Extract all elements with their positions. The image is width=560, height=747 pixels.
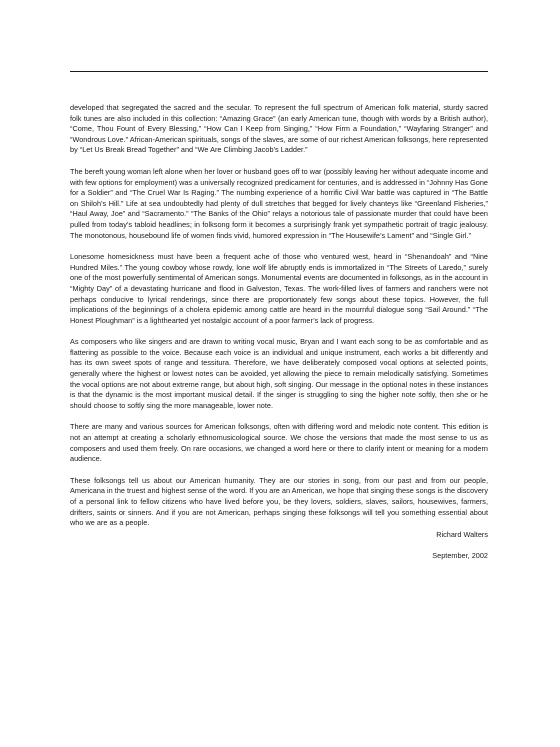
signature-date: September, 2002 (432, 551, 488, 561)
paragraph-sources: There are many and various sources for American folksongs, often with differing word and melodic note content. This edition is not an attempt at creating a scholarly ethnomusicological source. We chose the versions that made the most sense to us as composers and used them freely. On rare occasions, we changed a word here or there to clarify intent or meaning for a modern audience. (70, 422, 488, 464)
paragraph-humanity: These folksongs tell us about our American humanity. They are our stories in song, from our past and from our people, Americana in the truest and highest sense of the word. If you are an American, we hope that singing these songs is the discovery of a personal link to fellow citizens who have lived before you, be they lovers, soldiers, slaves, sailors, housewives, farmers, drifters, saints or sinners. And if you are not American, perhaps singing these folksongs will tell you something essential about who we are as a people. (70, 475, 488, 528)
paragraph-sacred-folk: developed that segregated the sacred and the secular. To represent the full spectrum of American folk material, sturdy sacred folk tunes are also included in this collection: “Amazing Grace” (an early American tune, though with words by a British author), “Come, Thou Fount of Every Blessing,” “How Can I Keep from Singing,” “How Firm a Foundation,” “Wayfaring Stranger” and “Wondrous Love.” African-American spirituals, songs of the slaves, are some of our richest American folksongs, here represented by “Let Us Break Bread Together” and “We Are Climbing Jacob’s Ladder.” (70, 103, 488, 155)
signature-name: Richard Walters (436, 529, 488, 539)
paragraph-vocal-options: As composers who like singers and are drawn to writing vocal music, Bryan and I want each song to be as comfortable and as flattering as possible to the voice. Because each voice is an individual and unique instrument, each works a bit differently and has its own sweet spots of range and tessitura. Therefore, we have deliberately composed vocal options at selected points, generally where the highest or lowest notes can be avoided, yet allowing the piece to remain melodically satisfying. Sometimes the vocal options are not about extreme range, but about high, soft singing. Our message in the optional notes in these instances is that the dynamic is the most important musical detail. If the singer is struggling to sing the higher note softly, then she or he should choose to softly sing the more manageable, lower note. (70, 337, 488, 410)
paragraph-war-and-sea: The bereft young woman left alone when her lover or husband goes off to war (possibly leaving her without adequate income and with few options for employment) was a universally recognized predicament for centuries, and is addressed in “Johnny Has Gone for a Soldier” and “The Cruel War Is Raging.” The numbing experience of a horrific Civil War battle was captured in “The Battle on Shiloh’s Hill.” Life at sea undoubtedly had plenty of dull stretches that begged for lively chanteys like “Greenland Fisheries,” “Haul Away, Joe” and “Sacramento.” “The Banks of the Ohio” relays a notorious tale of passionate murder that could have been pulled from today’s tabloid headlines; in folksong form it becomes a surprisingly frank yet sympathetic portrait of tragic jealousy. The monotonous, housebound life of women finds vivid, humored expression in “The Housewife’s Lament” and “Single Girl.” (70, 166, 488, 240)
header-rule (70, 71, 488, 72)
paragraph-west-and-farming: Lonesome homesickness must have been a frequent ache of those who ventured west, heard in “Shenandoah” and “Nine Hundred Miles.” The young cowboy whose rowdy, lone wolf life abruptly ends is immortalized in “The Streets of Laredo,” surely one of the most powerfully sentimental of American songs. Monumental events are documented in folksongs, as in the account in “Mighty Day” of a devastating hurricane and flood in Galveston, Texas. The work-filled lives of farmers and ranchers were not perhaps conducive to lyrical renderings, since there are proportionately few songs about these topics. However, the full implications of the beginnings of a cholera epidemic among cattle are heard in the mournful dialogue song “Sail Around.” “The Honest Ploughman” is a lighthearted yet nostalgic account of a poor farmer’s lack of progress. (70, 252, 488, 325)
body-text (70, 103, 488, 573)
